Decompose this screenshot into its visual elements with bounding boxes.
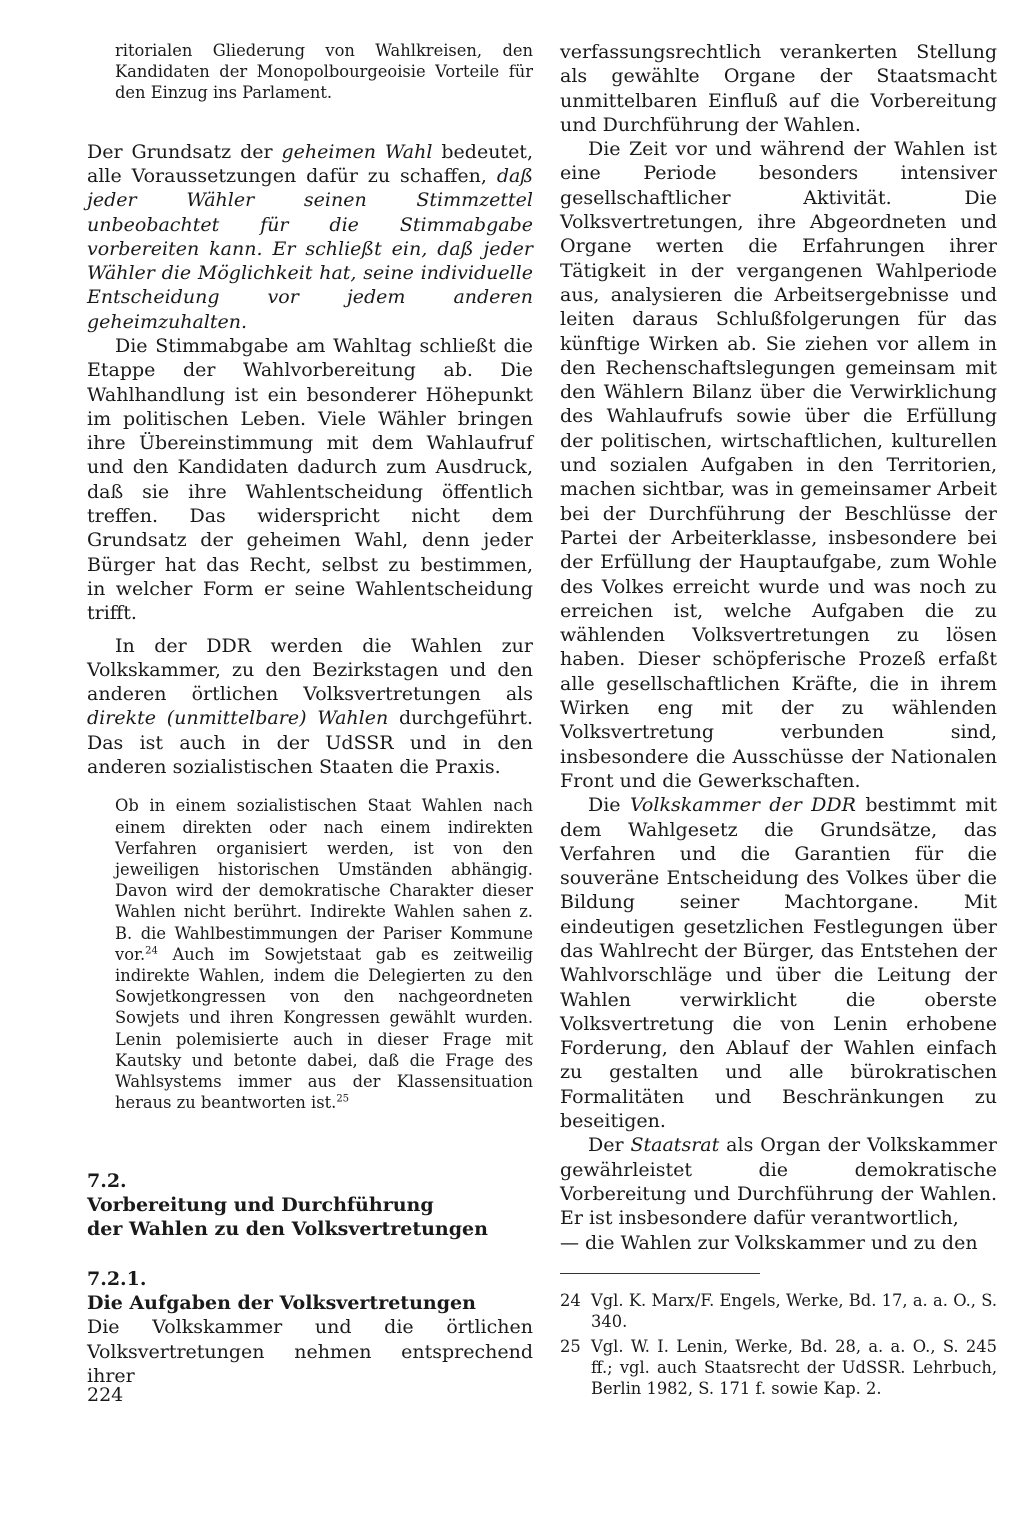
footnote-number: 25 (560, 1336, 581, 1356)
text-run: Der (588, 1134, 631, 1157)
page-number: 224 (87, 1384, 124, 1406)
footnote (560, 1336, 997, 1399)
text-run: In der DDR werden die Wahlen zur Volkskammer, zu den Bezirkstagen und den anderen örtlichen Volksvertretungen als (87, 634, 533, 706)
footnote-ref-25: 25 (336, 1093, 350, 1105)
text-run: Die (588, 794, 630, 817)
footnote (560, 1290, 997, 1332)
emphasis: geheimen Wahl (281, 140, 433, 163)
ddr-elections-paragraph (87, 634, 533, 780)
emphasis: daß jeder Wähler seinen Stimmzettel unbeobachtet für die Stimmabgabe vorbereiten kann. Er schließt ein, daß jeder Wähler die Möglichkeit hat, seine individuelle Entscheidung vor jedem anderen geheimzuhalten. (87, 164, 533, 333)
section-title-line1: Vorbereitung und Durchführung (87, 1194, 434, 1217)
tasks-paragraph: Die Volkskammer und die örtlichen Volksvertretungen nehmen entsprechend ihrer (87, 1316, 533, 1387)
footnote-ref-24: 24 (145, 945, 158, 957)
small-print-paragraph (115, 795, 533, 1113)
secret-ballot-paragraph (87, 140, 533, 334)
voting-paragraph: Die Stimmabgabe am Wahltag schließt die Etappe der Wahlvorbereitung ab. Die Wahlhandlung ist ein besonderer Höhepunkt im politischen Leben. Viele Wähler bringen ihre Übereinstimmung mit dem Wahlaufruf und den Kandidaten dadurch zum Ausdruck, daß sie ihre Wahlentscheidung öffentlich treffen. Das widerspricht nicht dem Grundsatz der geheimen Wahl, denn jeder Bürger hat das Recht, selbst zu bestimmen, in welcher Form er seine Wahlentscheidung trifft. (87, 334, 533, 625)
section-number: 7.2. (87, 1170, 127, 1193)
text-run: Der Grundsatz der (87, 140, 282, 163)
left-column (87, 40, 533, 1388)
footnote-rule (560, 1273, 760, 1274)
continued-paragraph: verfassungsrechtlich verankerten Stellung als gewählte Organe der Staatsmacht unmittelbaren Einfluß auf die Vorbereitung und Durchführung der Wahlen. (560, 41, 997, 136)
text-run: bedeutet, alle Voraussetzungen dafür zu schaffen, (87, 140, 533, 187)
text-run: bestimmt mit dem Wahlgesetz die Grundsätze, das Verfahren und die Garantien für die souveräne Entscheidung des Volkes über die Bildung seiner Machtorgane. Mit eindeutigen gesetzlichen Festlegungen über das Wahlrecht der Bürger, das Entstehen der Wahlvorschläge und über die Leitung der Wahlen verwirklicht die oberste Volksvertretung die von Lenin erhobene Forderung, den Ablauf der Wahlen einfach zu gestalten und alle bürokratischen Formalitäten und Beschränkungen zu beseitigen. (560, 794, 997, 1133)
footnote-number: 24 (560, 1290, 581, 1310)
subsection-heading (87, 1267, 533, 1315)
dash-list-item: — die Wahlen zur Volkskammer und zu den (560, 1231, 978, 1254)
emphasis: Volkskammer der DDR (629, 794, 856, 817)
right-column (560, 40, 997, 1399)
emphasis: Staatsrat (630, 1134, 720, 1157)
section-heading (87, 1169, 533, 1241)
subsection-number: 7.2.1. (87, 1268, 147, 1291)
subsection-title: Die Aufgaben der Volksvertretungen (87, 1292, 476, 1315)
section-title-line2: der Wahlen zu den Volksvertretungen (87, 1218, 488, 1241)
volkskammer-paragraph (560, 793, 997, 1133)
footnote-text: Vgl. W. I. Lenin, Werke, Bd. 28, a. a. O., S. 245 ff.; vgl. auch Staatsrecht der UdSSR. Lehrbuch, Berlin 1982, S. 171 f. sowie Kap. 2. (591, 1336, 997, 1398)
intro-small-paragraph: ritorialen Gliederung von Wahlkreisen, den Kandidaten der Monopolbourgeoisie Vorteile für den Einzug ins Parlament. (115, 41, 533, 103)
election-period-paragraph: Die Zeit vor und während der Wahlen ist eine Periode besonders intensiver gesellschaftlicher Aktivität. Die Volksvertretungen, ihre Abgeordneten und Organe werten die Erfahrungen ihrer Tätigkeit in der vergangenen Wahlperiode aus, analysieren die Arbeitsergebnisse und leiten daraus Schlußfolgerungen für das künftige Wirken ab. Sie ziehen vor allem in den Rechenschaftslegungen gemeinsam mit den Wählern Bilanz über die Verwirklichung des Wahlaufrufs sowie über die Erfüllung der politischen, wirtschaftlichen, kulturellen und sozialen Aufgaben in den Territorien, machen sichtbar, was in gemeinsamer Arbeit bei der Durchführung der Beschlüsse der Partei der Arbeiterklasse, insbesondere bei der Erfüllung der Hauptaufgabe, zum Wohle des Volkes erreicht wurde und was noch zu erreichen ist, welche Aufgaben die zu wählenden Volksvertretungen zu lösen haben. Dieser schöpferische Prozeß erfaßt alle gesellschaftlichen Kräfte, die in ihrem Wirken eng mit der zu wählenden Volksvertretung verbunden sind, insbesondere die Ausschüsse der Nationalen Front und die Gewerkschaften. (560, 138, 997, 792)
staatsrat-paragraph (560, 1133, 997, 1230)
text-run: durchgeführt. Das ist auch in der UdSSR und in den anderen sozialistischen Staaten die Praxis. (87, 707, 533, 779)
footnote-text: Vgl. K. Marx/F. Engels, Werke, Bd. 17, a. a. O., S. 340. (591, 1290, 997, 1331)
text-run: Auch im Sowjetstaat gab es zeitweilig indirekte Wahlen, indem die Delegierten zu den Sowjetkongressen von den nachgeordneten Sowjets und ihren Kongressen gewählt wurden. Lenin polemisierte auch in dieser Frage mit Kautsky und betonte dabei, daß die Frage des Wahlsystems immer aus der Klassensituation heraus zu beantworten ist. (115, 944, 533, 1113)
text-run: Ob in einem sozialistischen Staat Wahlen nach einem direkten oder nach einem indirekten Verfahren organisiert werden, ist von den jeweiligen historischen Umständen abhängig. Davon wird der demokratische Charakter dieser Wahlen nicht berührt. Indirekte Wahlen sahen z. B. die Wahlbestimmungen der Pariser Kommune vor. (115, 796, 533, 964)
emphasis: direkte (unmittelbare) Wahlen (87, 707, 389, 730)
text-run: als Organ der Volkskammer gewährleistet die demokratische Vorbereitung und Durchführung der Wahlen. Er ist insbesondere dafür verantwortlich, (560, 1134, 997, 1230)
